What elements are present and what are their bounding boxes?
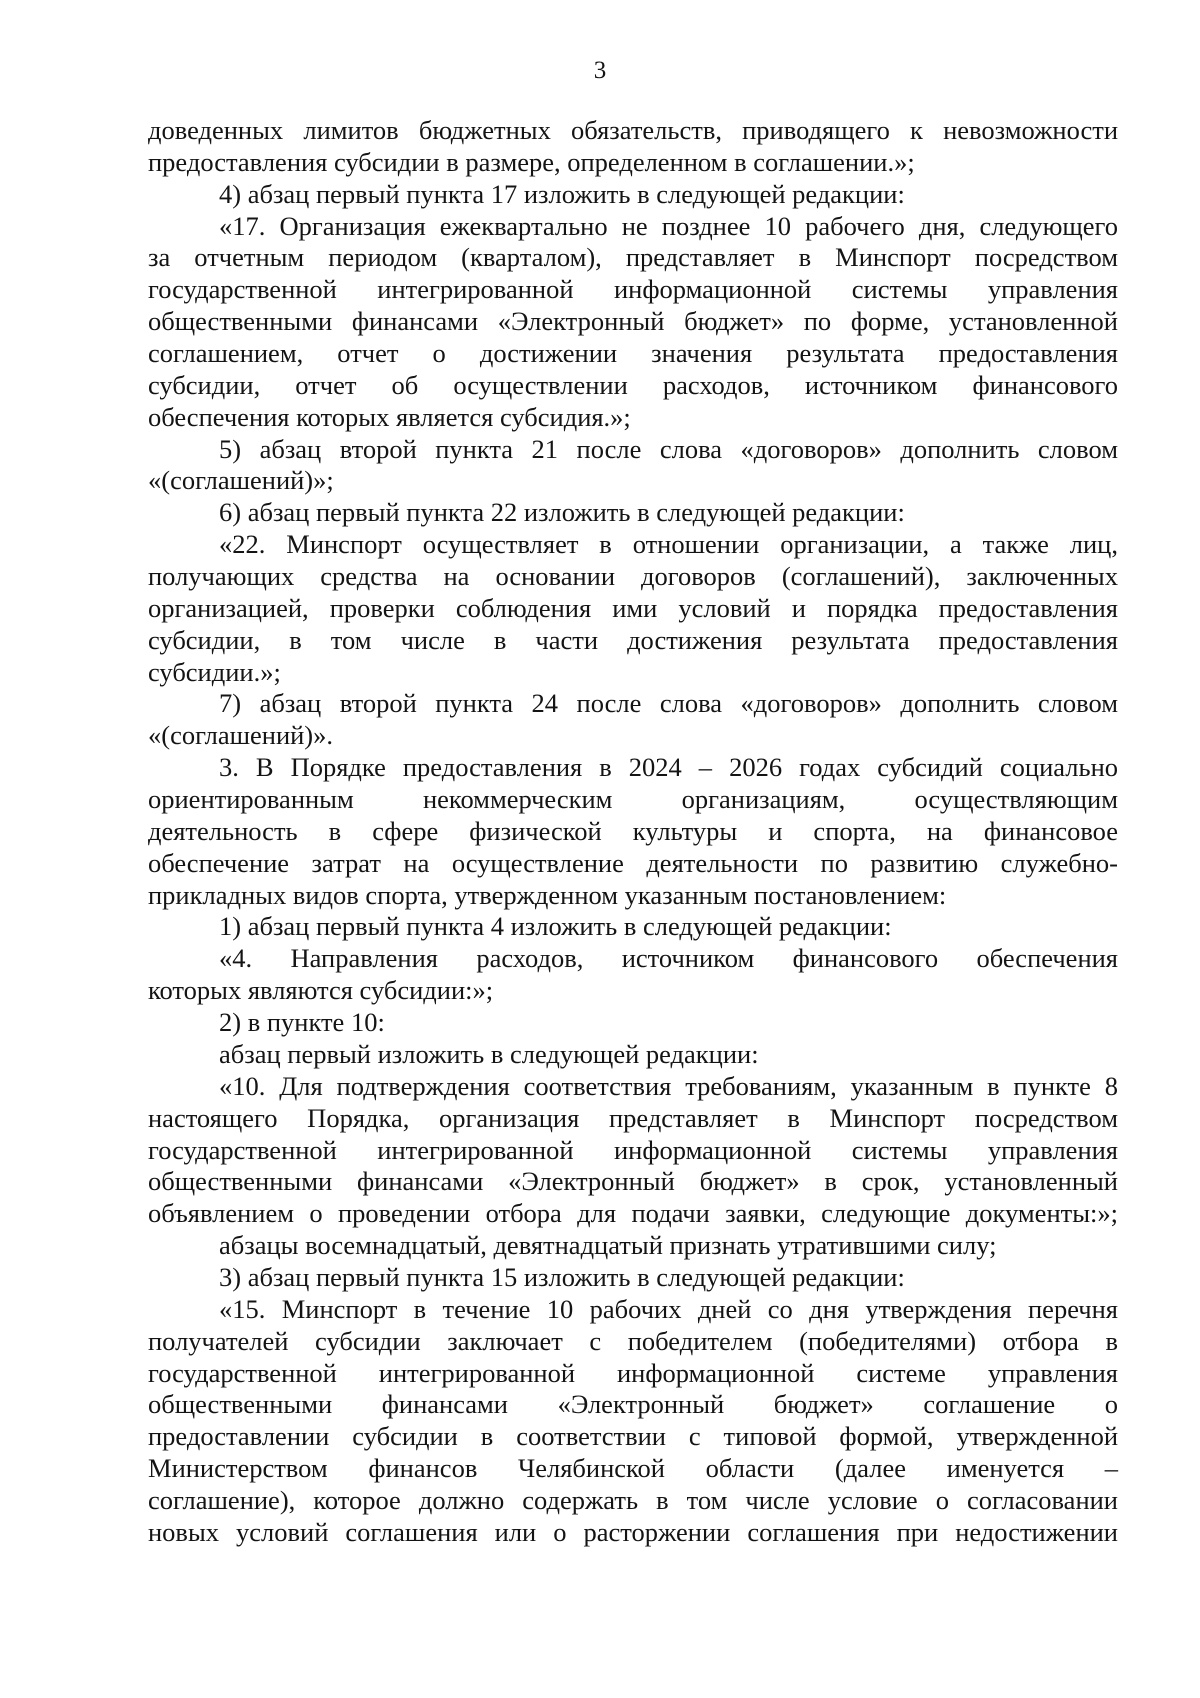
text-line: прикладных видов спорта, утвержденном указанным постановлением: [148, 879, 947, 910]
text-line: 4) абзац первый пункта 17 изложить в следующей редакции: [219, 178, 905, 209]
text-line: 5) абзац второй пункта 21 после слова «договоров» дополнить словом [219, 433, 1118, 464]
text-line: 7) абзац второй пункта 24 после слова «договоров» дополнить словом [219, 688, 1118, 719]
text-line: объявлением о проведении отбора для подачи заявки, следующие документы:»; [148, 1198, 1118, 1229]
text-line: общественными финансами «Электронный бюджет» в срок, установленный [148, 1166, 1118, 1197]
text-line: «4. Направления расходов, источником финансового обеспечения [219, 943, 1118, 974]
text-line: абзац первый изложить в следующей редакции: [219, 1038, 759, 1069]
text-line: которых являются субсидии:»; [148, 975, 494, 1006]
text-line: 3) абзац первый пункта 15 изложить в следующей редакции: [219, 1261, 905, 1292]
text-line: доведенных лимитов бюджетных обязательств, приводящего к невозможности [148, 115, 1118, 145]
text-line: за отчетным периодом (кварталом), представляет в Минспорт посредством [148, 242, 1118, 273]
text-line: настоящего Порядка, организация представляет в Минспорт посредством [148, 1102, 1118, 1133]
text-line: соглашением, отчет о достижении значения результата предоставления [148, 338, 1118, 369]
text-line: «(соглашений)». [148, 720, 334, 751]
text-line: «(соглашений)»; [148, 465, 334, 496]
text-line: организацией, проверки соблюдения ими условий и порядка предоставления [148, 592, 1118, 623]
text-line: получателей субсидии заключает с победителем (победителями) отбора в [148, 1325, 1118, 1356]
text-line: обеспечения которых является субсидия.»; [148, 401, 631, 432]
text-line: субсидии.»; [148, 656, 281, 687]
text-line: «10. Для подтверждения соответствия требованиям, указанным в пункте 8 [219, 1070, 1118, 1101]
text-line: «15. Минспорт в течение 10 рабочих дней со дня утверждения перечня [219, 1293, 1118, 1324]
text-line: государственной интегрированной информационной системы управления [148, 1134, 1118, 1165]
text-line: государственной интегрированной информационной системы управления [148, 274, 1118, 305]
text-line: 1) абзац первый пункта 4 изложить в следующей редакции: [219, 911, 892, 942]
text-line: государственной интегрированной информационной системе управления [148, 1357, 1118, 1388]
text-line: 2) в пункте 10: [219, 1007, 385, 1038]
document-body [148, 115, 1118, 1549]
text-line: «22. Минспорт осуществляет в отношении организации, а также лиц, [219, 529, 1118, 560]
text-line: общественными финансами «Электронный бюджет» соглашение о [148, 1389, 1118, 1420]
text-line: деятельность в сфере физической культуры и спорта, на финансовое [148, 815, 1118, 846]
text-line: соглашение), которое должно содержать в том числе условие о согласовании [148, 1484, 1118, 1515]
text-line: субсидии, отчет об осуществлении расходов, источником финансового [148, 369, 1118, 400]
text-line: предоставлении субсидии в соответствии с типовой формой, утвержденной [148, 1421, 1118, 1452]
text-line: предоставления субсидии в размере, определенном в соглашении.»; [148, 146, 915, 177]
text-line: субсидии, в том числе в части достижения результата предоставления [148, 624, 1118, 655]
text-line: абзацы восемнадцатый, девятнадцатый признать утратившими силу; [219, 1230, 997, 1261]
text-line: ориентированным некоммерческим организациям, осуществляющим [148, 784, 1118, 815]
text-line: общественными финансами «Электронный бюджет» по форме, установленной [148, 306, 1118, 337]
text-line: новых условий соглашения или о расторжении соглашения при недостижении [148, 1516, 1118, 1547]
text-line: «17. Организация ежеквартально не позднее 10 рабочего дня, следующего [219, 210, 1118, 241]
text-line: обеспечение затрат на осуществление деятельности по развитию служебно- [148, 847, 1118, 878]
text-line: 3. В Порядке предоставления в 2024 – 2026 годах субсидий социально [219, 752, 1118, 783]
text-line: 6) абзац первый пункта 22 изложить в следующей редакции: [219, 497, 905, 528]
page-number: 3 [593, 57, 607, 84]
text-line: Министерством финансов Челябинской области (далее именуется – [148, 1453, 1118, 1484]
text-line: получающих средства на основании договоров (соглашений), заключенных [148, 561, 1118, 592]
